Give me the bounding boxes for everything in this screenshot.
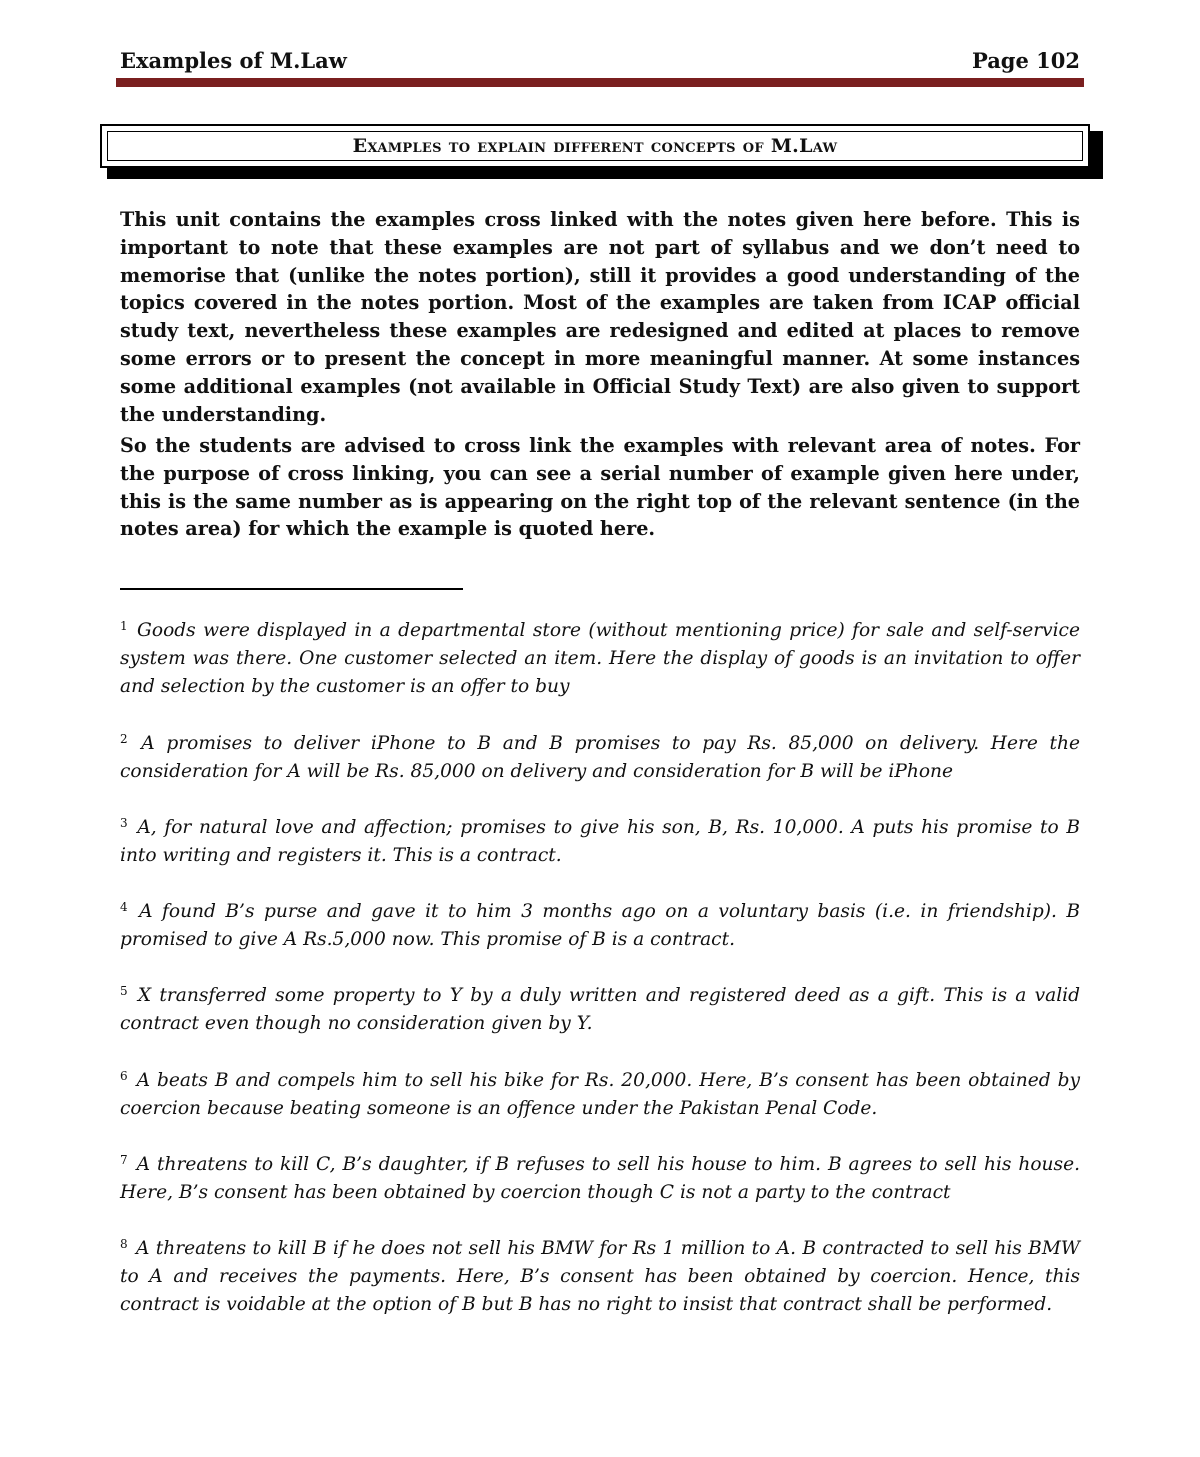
intro-paragraph-1: This unit contains the examples cross linked with the notes given here before. This is important to note that these examples are not part of syllabus and we don’t need to memorise that (unlike the notes portion), still it provides a good understanding of the topics covered in the notes portion. Most of the examples are taken from ICAP official study text, nevertheless these examples are redesigned and edited at places to remove some errors or to present the concept in more meaningful manner. At some instances some additional examples (not available in Official Study Text) are also given to support the understanding. xyxy=(120,208,1080,426)
footnote-number: 3 xyxy=(120,816,128,830)
footnote-1 xyxy=(120,617,1080,701)
footnote-8 xyxy=(120,1235,1080,1319)
footnote-text: Goods were displayed in a departmental store (without mentioning price) for sale and self-service system was there. One customer selected an item. Here the display of goods is an invitation to offer and selection by the customer is an offer to buy xyxy=(120,620,1080,697)
footnote-5 xyxy=(120,982,1080,1038)
page-number: Page 102 xyxy=(971,48,1080,73)
footnote-number: 1 xyxy=(120,619,128,633)
footnote-text: A promises to deliver iPhone to B and B promises to pay Rs. 85,000 on delivery. Here the consideration for A will be Rs. 85,000 on delivery and consideration for B will be iPhone xyxy=(120,733,1080,782)
footnote-number: 8 xyxy=(120,1237,128,1251)
footnote-6 xyxy=(120,1067,1080,1123)
header-title: Examples of M.Law xyxy=(120,48,347,73)
footnote-3 xyxy=(120,814,1080,870)
footnote-number: 2 xyxy=(120,732,128,746)
footnote-number: 4 xyxy=(120,900,128,914)
footnote-number: 5 xyxy=(120,984,128,998)
footnote-text: A beats B and compels him to sell his bike for Rs. 20,000. Here, B’s consent has been obtained by coercion because beating someone is an offence under the Pakistan Penal Code. xyxy=(120,1070,1080,1119)
footnote-7 xyxy=(120,1151,1080,1207)
footnote-separator xyxy=(120,588,463,590)
footnote-text: X transferred some property to Y by a duly written and registered deed as a gift. This is a valid contract even though no consideration given by Y. xyxy=(120,985,1080,1034)
footnote-text: A threatens to kill B if he does not sell his BMW for Rs 1 million to A. B contracted to sell his BMW to A and receives the payments. Here, B’s consent has been obtained by coercion. Hence, this contract is voidable at the option of B but B has no right to insist that contract shall be performed. xyxy=(120,1238,1080,1315)
header-rule xyxy=(116,78,1084,87)
footnote-number: 6 xyxy=(120,1069,128,1083)
intro-paragraph-2: So the students are advised to cross link the examples with relevant area of notes. For the purpose of cross linking, you can see a serial number of example given here under, this is the same number as is appearing on the right top of the relevant sentence (in the notes area) for which the example is quoted here. xyxy=(120,434,1080,541)
footnote-2 xyxy=(120,730,1080,786)
footnote-number: 7 xyxy=(120,1153,128,1167)
section-title: Examples to explain different concepts of M.Law xyxy=(352,135,838,157)
footnote-text: A threatens to kill C, B’s daughter, if B refuses to sell his house to him. B agrees to sell his house. Here, B’s consent has been obtained by coercion though C is not a party to the contract xyxy=(120,1154,1080,1203)
page-header xyxy=(120,44,1080,74)
footnote-4 xyxy=(120,898,1080,954)
title-box xyxy=(100,124,1090,168)
footnote-text: A found B’s purse and gave it to him 3 months ago on a voluntary basis (i.e. in friendship). B promised to give A Rs.5,000 now. This promise of B is a contract. xyxy=(120,901,1080,950)
footnote-text: A, for natural love and affection; promises to give his son, B, Rs. 10,000. A puts his promise to B into writing and registers it. This is a contract. xyxy=(120,817,1080,866)
